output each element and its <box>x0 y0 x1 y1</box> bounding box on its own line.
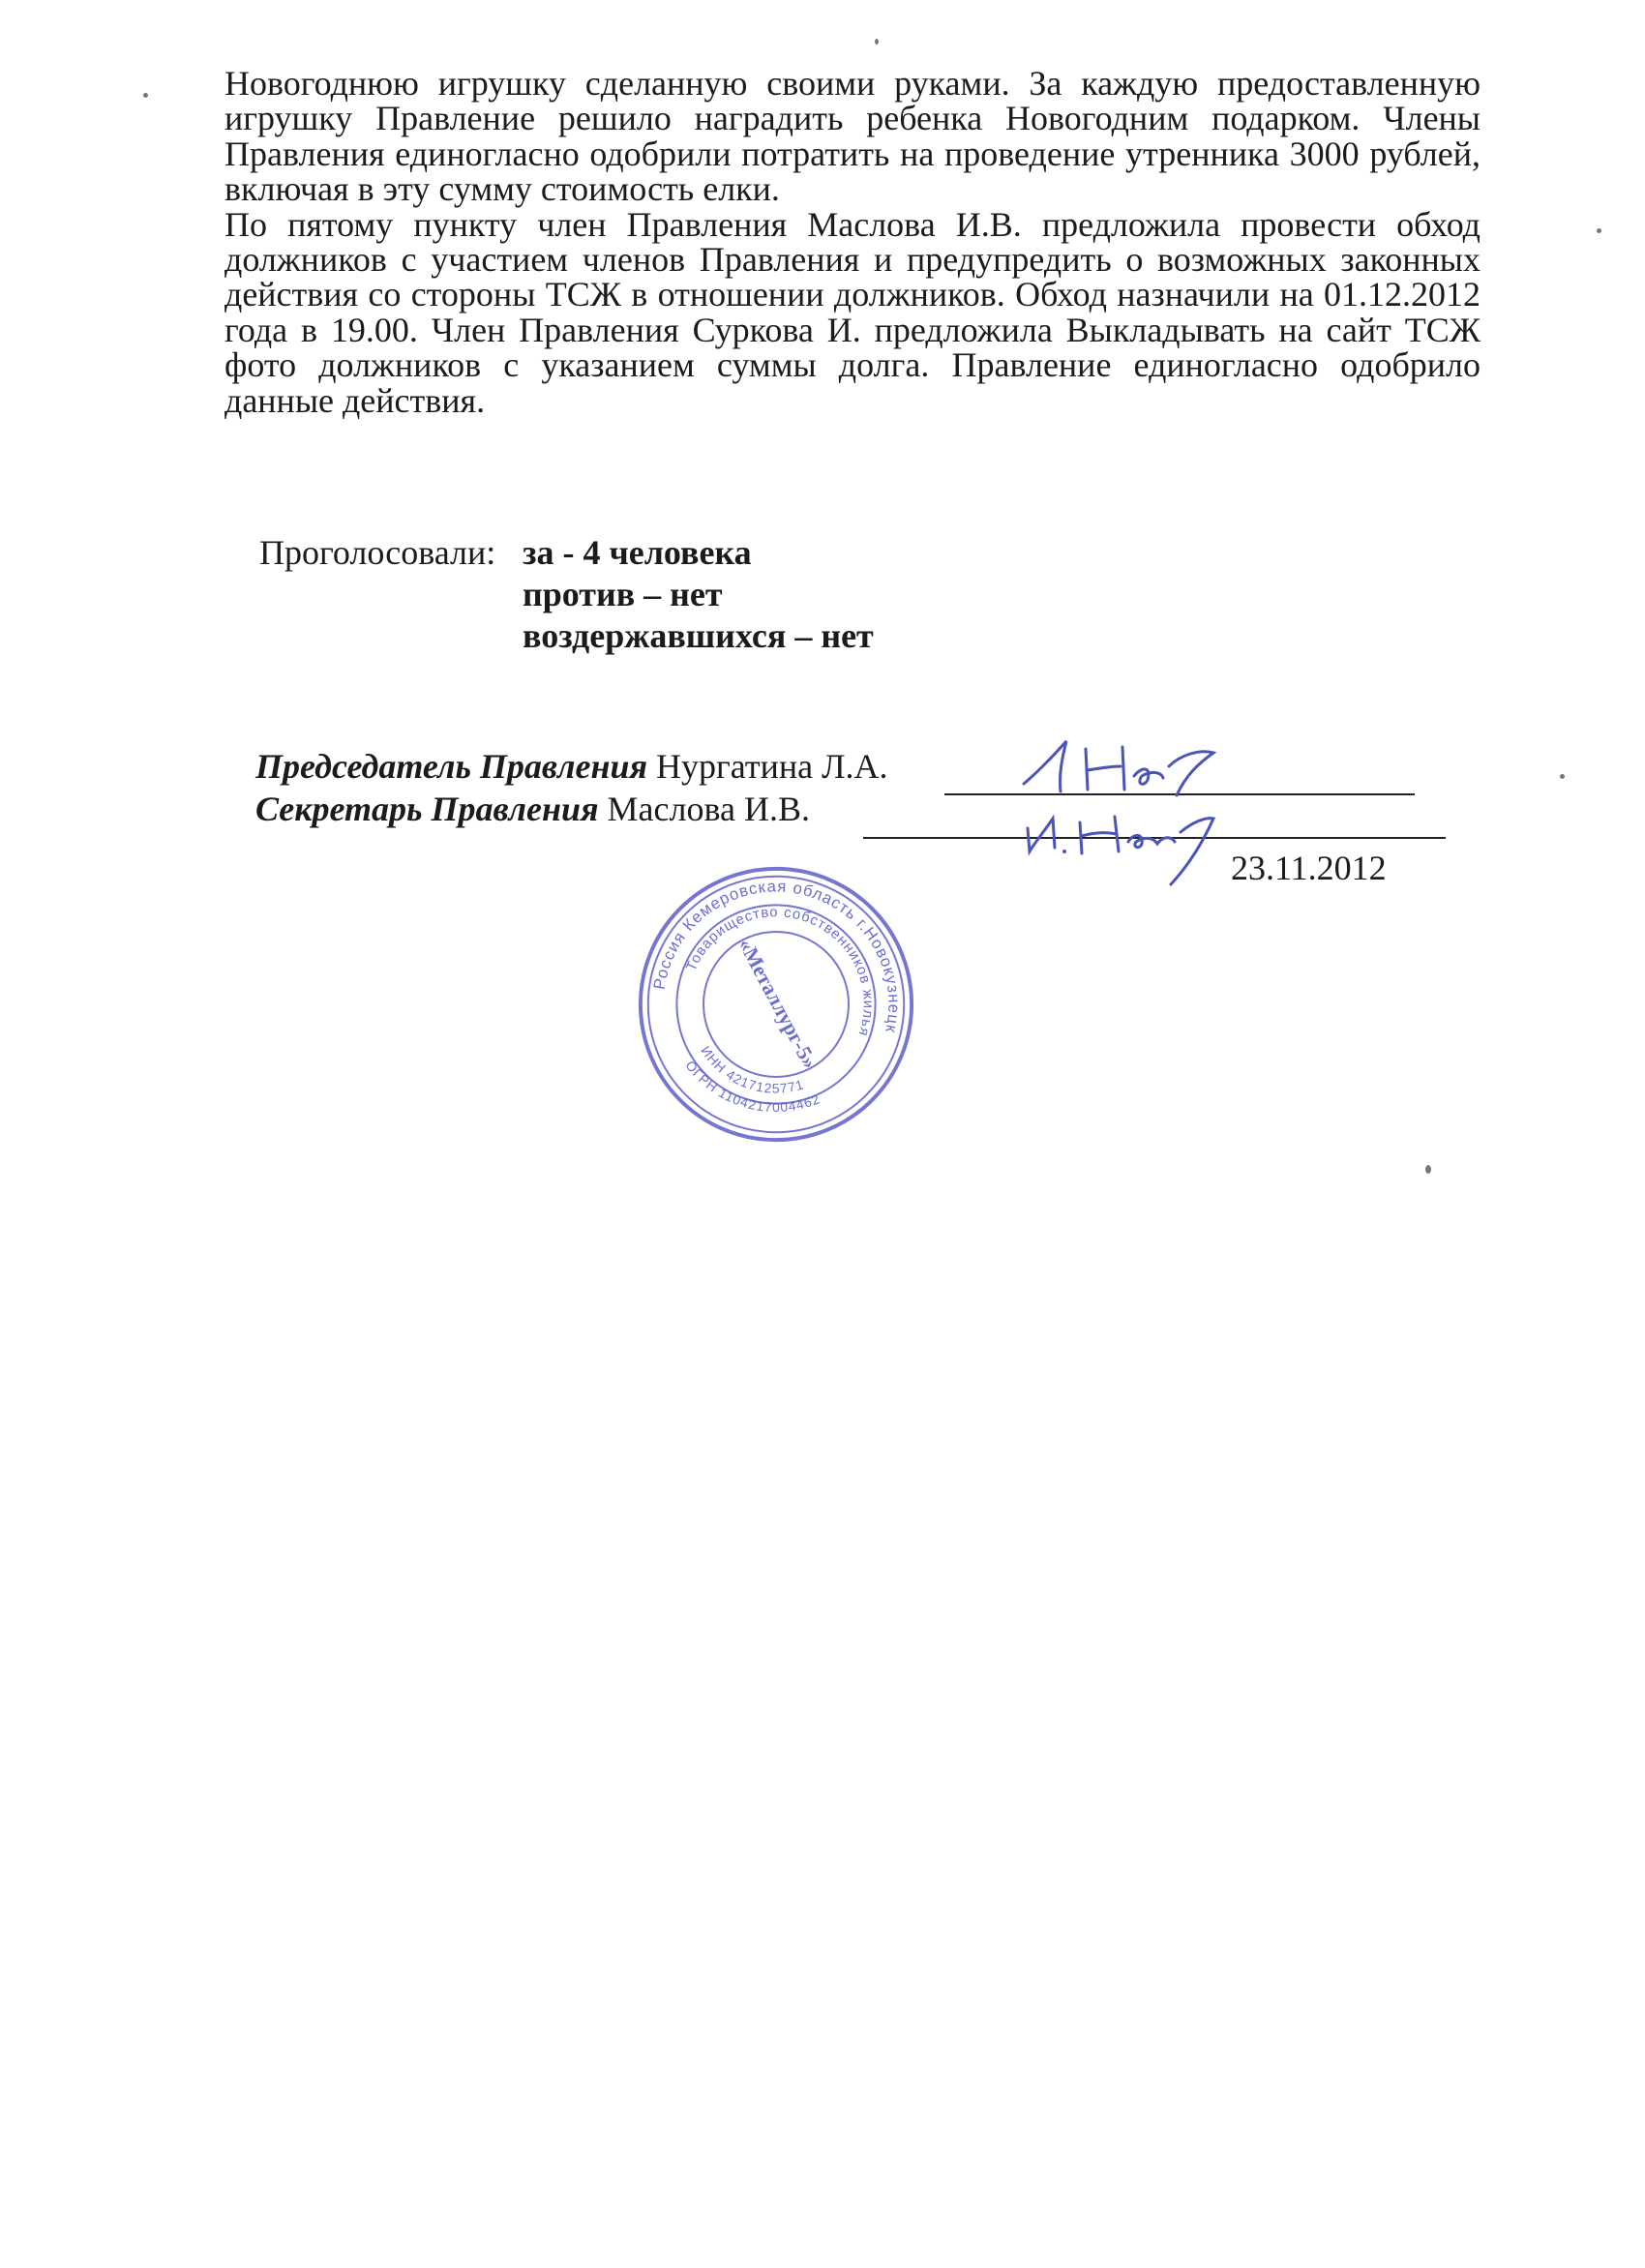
document-body <box>224 66 1480 418</box>
secretary-line <box>255 788 810 830</box>
stamp-ogrn: ОГРН 1104217004462 <box>682 1057 822 1116</box>
secretary-signature <box>1006 784 1239 900</box>
secretary-name: Маслова И.В. <box>607 790 810 828</box>
stamp-outer-text: Россия Кемеровская область г.Новокузнецк <box>649 877 904 1035</box>
vote-results <box>523 532 874 657</box>
chair-name: Нургатина Л.А. <box>656 747 888 786</box>
organization-stamp <box>633 861 919 1148</box>
scan-speck <box>875 39 879 45</box>
vote-for: за - 4 человека <box>523 533 752 572</box>
scan-speck <box>1425 1165 1431 1174</box>
stamp-inner-text: Товарищество собственников жилья <box>683 905 876 1039</box>
chair-line <box>255 745 888 788</box>
scan-speck <box>1560 774 1565 779</box>
scan-speck <box>1597 228 1601 233</box>
chair-role: Председатель Правления <box>255 747 648 786</box>
stamp-center-text: «Металлург-5» <box>733 934 822 1073</box>
vote-abstained: воздержавшихся – нет <box>523 616 874 655</box>
paragraph-gifts: Новогоднюю игрушку сделанную своими руками. За каждую предоставленную игрушку Правление решило наградить ребенка Новогодним подарком. Члены Правления единогласно одобрили потратить на проведение утренника 3000 рублей, включая в эту сумму стоимость елки. <box>224 64 1480 209</box>
document-date: 23.11.2012 <box>1231 849 1387 887</box>
vote-label: Проголосовали: <box>259 533 496 572</box>
scan-speck <box>143 93 148 98</box>
secretary-role: Секретарь Правления <box>255 790 599 828</box>
paragraph-debtors: По пятому пункту член Правления Маслова И.В. предложила провести обход должников с участием членов Правления и предупредить о возможных законных действия со стороны ТСЖ в отношении должников. Обход назначили на 01.12.2012 года в 19.00. Член Правления Суркова И. предложила Выкладывать на сайт ТСЖ фото должников с указанием суммы долга. Правление единогласно одобрило данные действия. <box>224 204 1480 420</box>
vote-against: против – нет <box>523 575 723 613</box>
stamp-inn: ИНН 4217125771 <box>698 1043 806 1096</box>
